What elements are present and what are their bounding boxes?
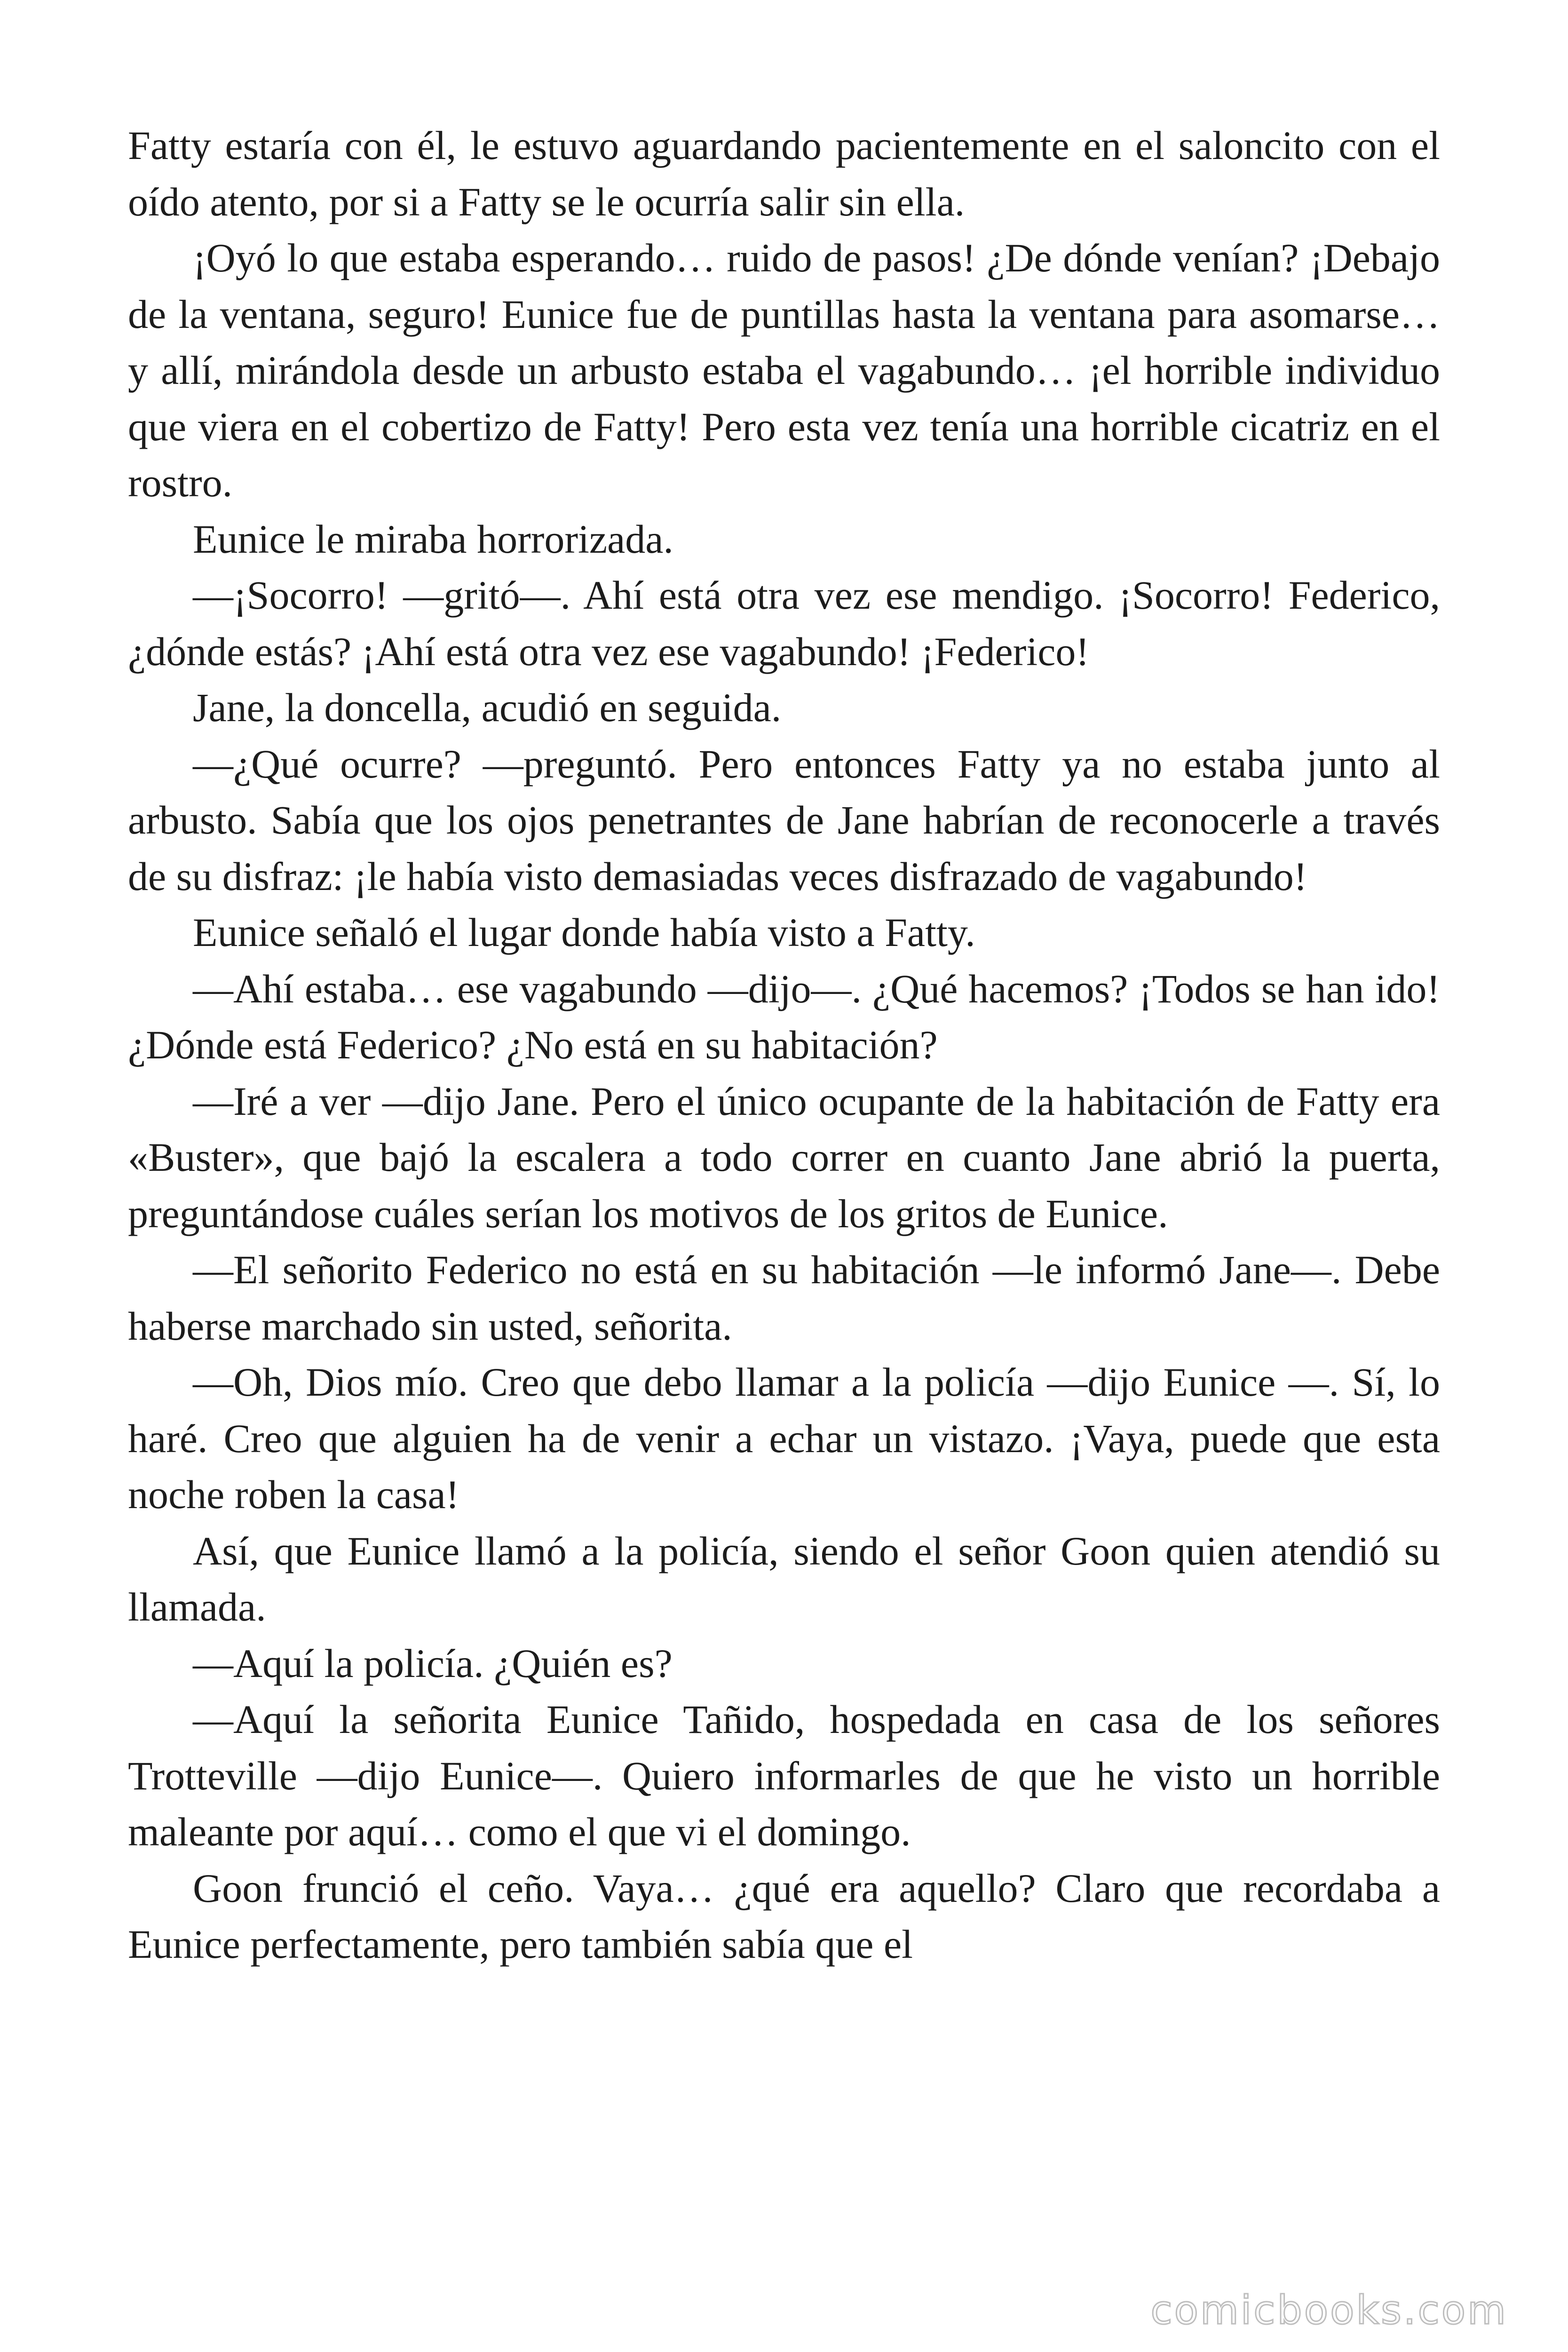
paragraph: —El señorito Federico no está en su habitación —le informó Jane—. Debe haberse marchado sin usted, señorita. [128,1247,1440,1349]
paragraph: Jane, la doncella, acudió en seguida. [193,685,782,730]
paragraph: —Aquí la señorita Eunice Tañido, hospedada en casa de los señores Trotteville —dijo Eunice—. Quiero informarles de que he visto un horrible maleante por aquí… como el que vi el domingo. [128,1697,1440,1854]
paragraph: —¡Socorro! —gritó—. Ahí está otra vez ese mendigo. ¡Socorro! Federico, ¿dónde estás? ¡Ahí está otra vez ese vagabundo! ¡Federico! [128,572,1440,674]
paragraph: —Aquí la policía. ¿Quién es? [193,1640,673,1686]
paragraph: Así, que Eunice llamó a la policía, siendo el señor Goon quien atendió su llamada. [128,1528,1440,1629]
paragraph: —Oh, Dios mío. Creo que debo llamar a la policía —dijo Eunice —. Sí, lo haré. Creo que alguien ha de venir a echar un vistazo. ¡Vaya, puede que esta noche roben la casa! [128,1359,1440,1517]
paragraph: Goon frunció el ceño. Vaya… ¿qué era aquello? Claro que recordaba a Eunice perfectamente, pero también sabía que el [128,1865,1440,1967]
paragraph: ¡Oyó lo que estaba esperando… ruido de pasos! ¿De dónde venían? ¡Debajo de la ventana, seguro! Eunice fue de puntillas hasta la ventana para asomarse… y allí, mirándola desde un arbusto estaba el vagabundo… ¡el horrible individuo que viera en el cobertizo de Fatty! Pero esta vez tenía una horrible cicatriz en el rostro. [128,235,1440,505]
paragraph: Eunice señaló el lugar donde había visto a Fatty. [193,910,975,955]
paragraph: —Iré a ver —dijo Jane. Pero el único ocupante de la habitación de Fatty era «Buster», que bajó la escalera a todo correr en cuanto Jane abrió la puerta, preguntándose cuáles serían los motivos de los gritos de Eunice. [128,1078,1440,1236]
paragraph: —¿Qué ocurre? —preguntó. Pero entonces Fatty ya no estaba junto al arbusto. Sabía que los ojos penetrantes de Jane habrían de reconocerle a través de su disfraz: ¡le había visto demasiadas veces disfrazado de vagabundo! [128,741,1440,899]
page-body [128,118,1440,1973]
paragraph-continuation: Fatty estaría con él, le estuvo aguardando pacientemente en el saloncito con el oído atento, por si a Fatty se le ocurría salir sin ella. [128,123,1440,224]
watermark: comicbooks.com [1150,2287,1508,2333]
paragraph: Eunice le miraba horrorizada. [193,516,673,562]
paragraph: —Ahí estaba… ese vagabundo —dijo—. ¿Qué hacemos? ¡Todos se han ido! ¿Dónde está Federico? ¿No está en su habitación? [128,966,1440,1067]
